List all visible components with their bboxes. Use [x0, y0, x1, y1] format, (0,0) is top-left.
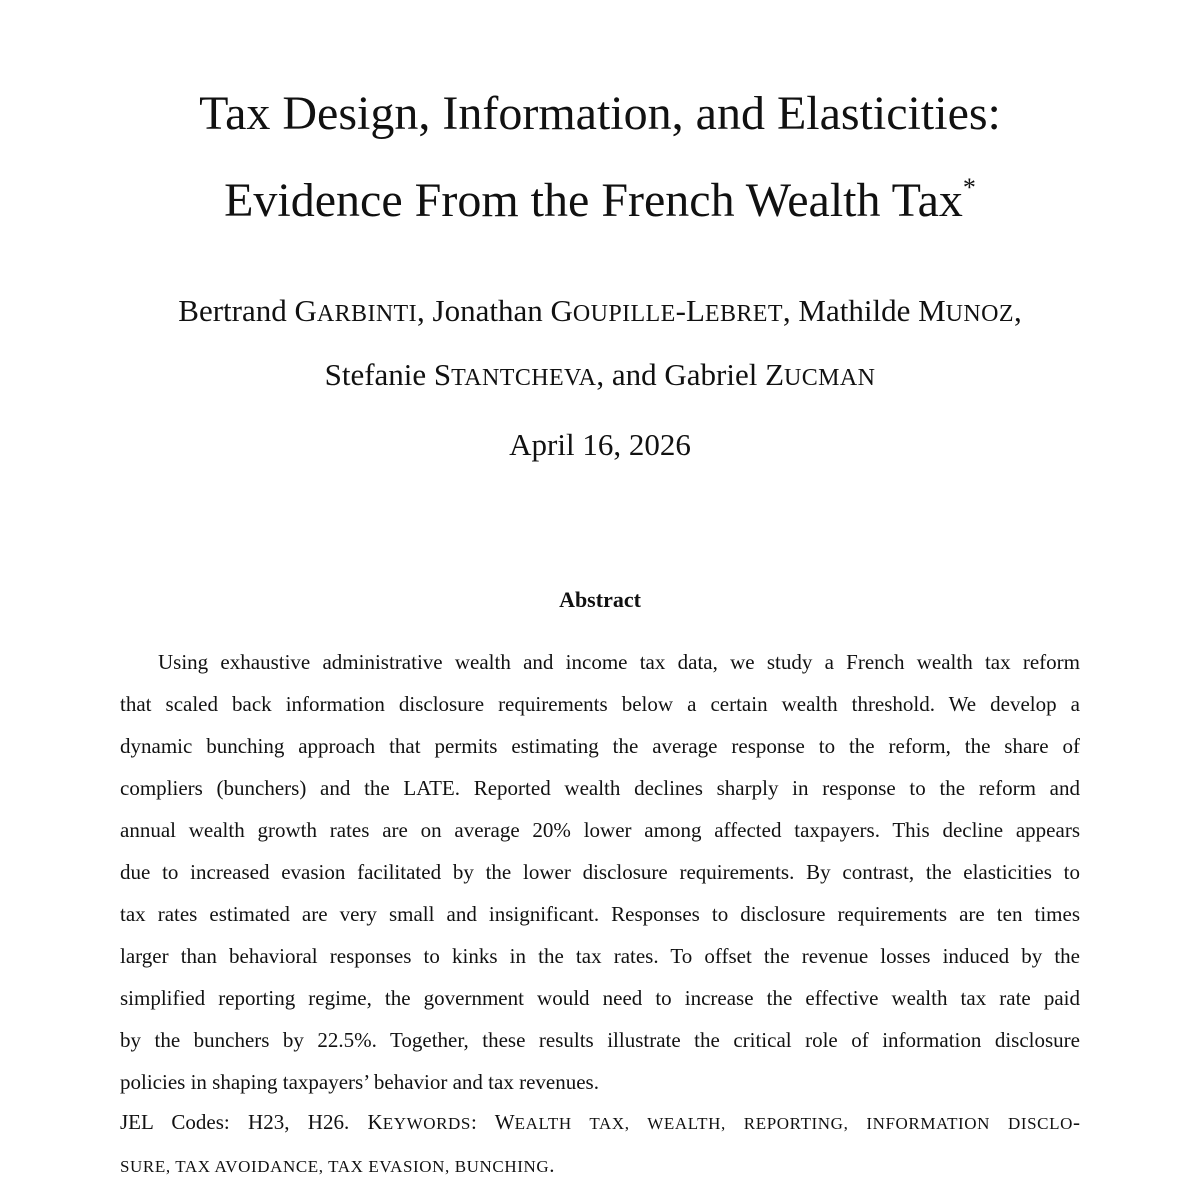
text-segment: , and Gabriel Z — [596, 357, 785, 392]
title-text-1: Tax Design, Information, and Elasticities: — [199, 87, 1001, 140]
abstract-line: that scaled back information disclosure requirements below a certain wealth threshold. We develop a — [120, 692, 1080, 716]
abstract-line: by the bunchers by 22.5%. Together, these results illustrate the critical role of information disclosure — [120, 1028, 1080, 1052]
abstract-line: larger than behavioral responses to kinks in the tax rates. To offset the revenue losses induced by the — [120, 944, 1080, 968]
paper-date: April 16, 2026 — [509, 427, 691, 462]
text-segment: Stefanie S — [324, 357, 452, 392]
text-segment: SURE, TAX AVOIDANCE, TAX EVASION, BUNCHING — [120, 1157, 550, 1176]
abstract-line: Using exhaustive administrative wealth and income tax data, we study a French wealth tax reform — [158, 650, 1080, 674]
text-segment: Bertrand G — [178, 293, 317, 328]
text-segment: OUPILLE — [572, 301, 676, 327]
abstract-line: dynamic bunching approach that permits estimating the average response to the reform, the share of — [120, 734, 1080, 758]
text-segment: , Jonathan G — [417, 293, 573, 328]
text-segment: EBRET — [704, 301, 783, 327]
text-segment: EYWORDS — [382, 1114, 471, 1133]
abstract-line: policies in shaping taxpayers’ behavior and tax revenues. — [120, 1070, 599, 1094]
keywords-line-2 — [120, 1150, 1080, 1182]
title-footnote-mark: * — [962, 173, 976, 202]
text-segment: JEL Codes: H23, H26. K — [120, 1110, 383, 1134]
title-text-2: Evidence From the French Wealth Tax — [224, 174, 963, 227]
text-segment: - — [1073, 1110, 1080, 1134]
text-segment: , Mathilde M — [782, 293, 946, 328]
title-line-2 — [0, 173, 1200, 229]
text-segment: -L — [675, 293, 705, 328]
text-segment: . — [549, 1153, 555, 1177]
text-segment: ARBINTI — [316, 301, 418, 327]
text-segment: UCMAN — [784, 365, 876, 391]
keywords-line-1 — [120, 1107, 1080, 1139]
authors-line-1 — [0, 291, 1200, 334]
text-segment: UNOZ — [945, 301, 1014, 327]
abstract-line: compliers (bunchers) and the LATE. Reported wealth declines sharply in response to the reform and — [120, 776, 1080, 800]
text-segment: , — [1013, 293, 1022, 328]
text-segment: TANTCHEVA — [451, 365, 597, 391]
title-line-1 — [0, 86, 1200, 142]
abstract-line: due to increased evasion facilitated by the lower disclosure requirements. By contrast, the elasticities to — [120, 860, 1080, 884]
text-segment: EALTH TAX, WEALTH, REPORTING, INFORMATION DISCLO — [514, 1114, 1073, 1133]
authors-line-2 — [0, 355, 1200, 398]
abstract-heading: Abstract — [559, 587, 641, 612]
abstract-line: simplified reporting regime, the government would need to increase the effective wealth tax rate paid — [120, 986, 1080, 1010]
abstract-line: annual wealth growth rates are on average 20% lower among affected taxpayers. This decline appears — [120, 818, 1080, 842]
abstract-line: tax rates estimated are very small and insignificant. Responses to disclosure requirements are ten times — [120, 902, 1080, 926]
text-segment: : W — [470, 1110, 515, 1134]
